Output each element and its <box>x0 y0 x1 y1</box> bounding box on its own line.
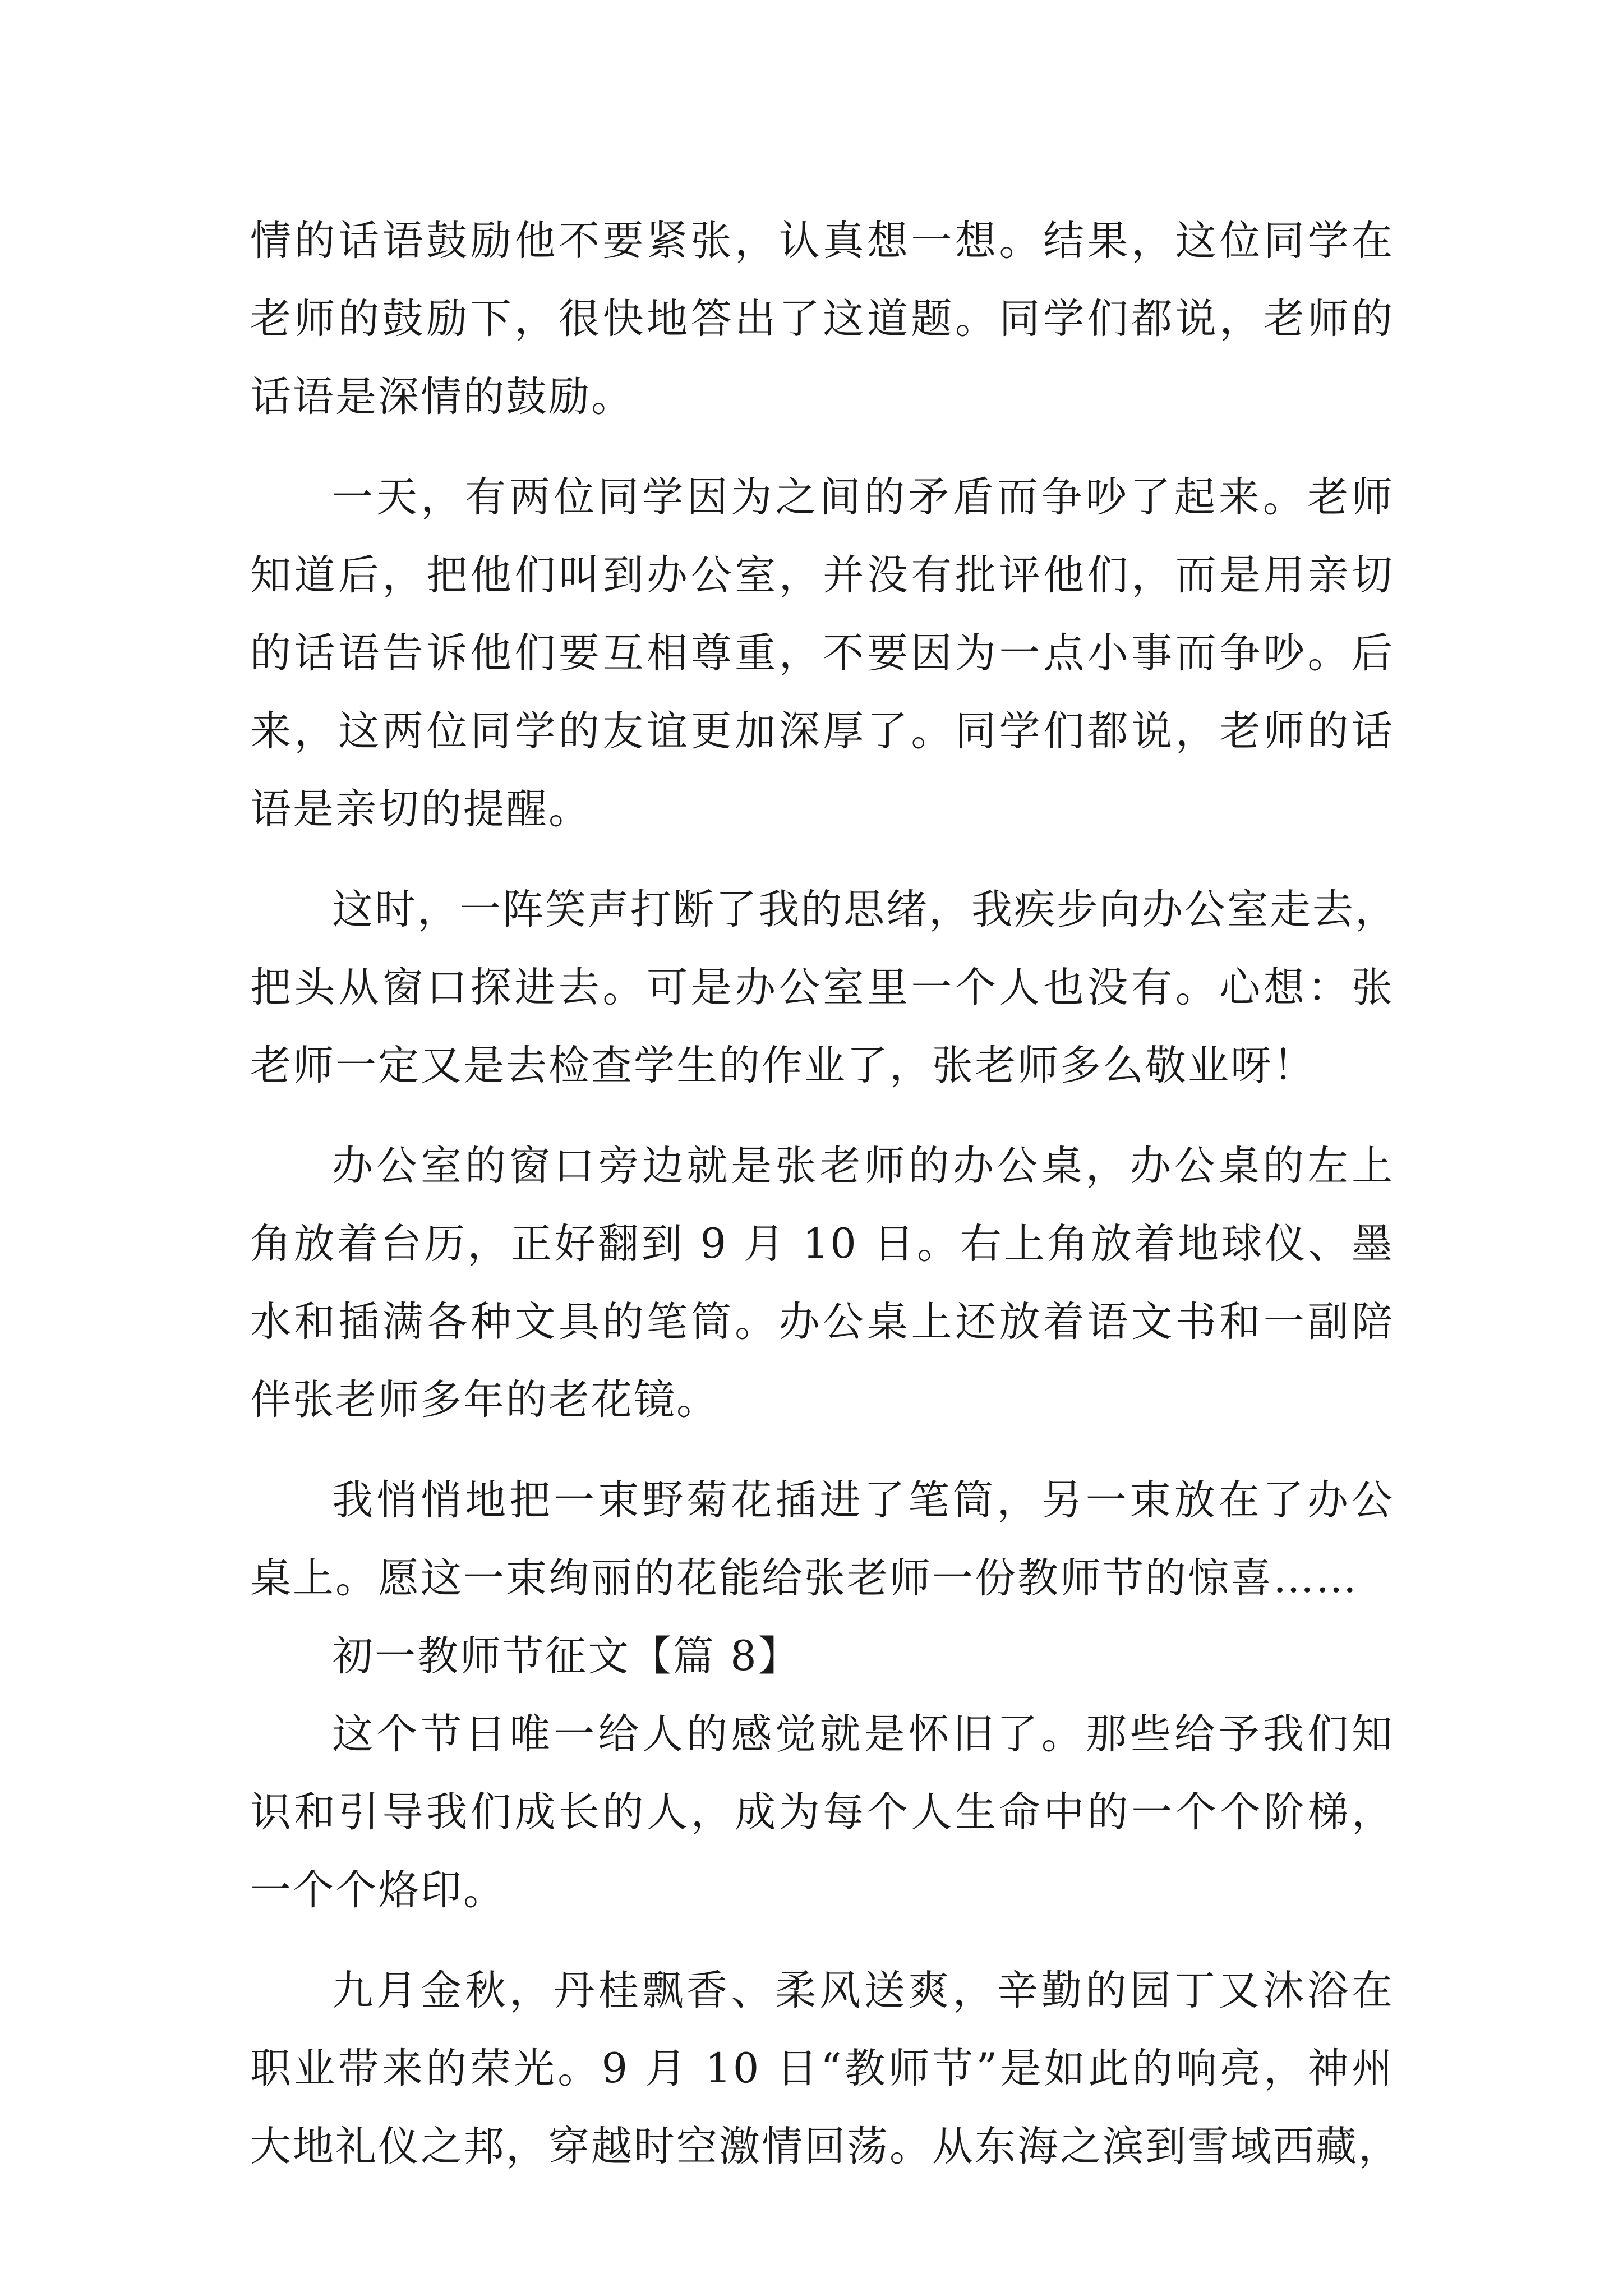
text-line: 老师的鼓励下，很快地答出了这道题。同学们都说，老师的 <box>250 295 1394 343</box>
text-line: 来，这两位同学的友谊更加深厚了。同学们都说，老师的话 <box>250 707 1394 755</box>
text-line: 这个节日唯一给人的感觉就是怀旧了。那些给予我们知 <box>332 1710 1394 1758</box>
paragraph <box>250 458 1394 848</box>
text-line: 情的话语鼓励他不要紧张，认真想一想。结果，这位同学在 <box>250 217 1394 265</box>
text-line: 我悄悄地把一束野菊花插进了笔筒，另一束放在了办公 <box>332 1476 1394 1524</box>
paragraph <box>250 871 1398 1105</box>
text-line: 把头从窗口探进去。可是办公室里一个人也没有。心想：张 <box>250 964 1394 1011</box>
paragraph <box>250 1461 1394 1617</box>
text-line: 识和引导我们成长的人，成为每个人生命中的一个个阶梯， <box>250 1788 1394 1836</box>
heading-line: 初一教师节征文【篇 8】 <box>332 1632 801 1680</box>
text-line: 话语是深情的鼓励。 <box>250 373 634 421</box>
text-line: 知道后，把他们叫到办公室，并没有批评他们，而是用亲切 <box>250 551 1394 599</box>
paragraph <box>250 1127 1394 1439</box>
text-line: 老师一定又是去检查学生的作业了，张老师多么敬业呀！ <box>250 1042 1316 1089</box>
text-line: 九月金秋，丹桂飘香、柔风送爽，辛勤的园丁又沐浴在 <box>332 1967 1394 2014</box>
text-line: 桌上。愿这一束绚丽的花能给张老师一份教师节的惊喜…… <box>250 1554 1358 1602</box>
text-line: 这时，一阵笑声打断了我的思绪，我疾步向办公室走去， <box>332 886 1398 933</box>
paragraph <box>250 202 1394 436</box>
text-line: 办公室的窗口旁边就是张老师的办公桌，办公桌的左上 <box>332 1142 1394 1190</box>
text-line: 水和插满各种文具的笔筒。办公桌上还放着语文书和一副陪 <box>250 1298 1394 1346</box>
text-line: 大地礼仪之邦，穿越时空激情回荡。从东海之滨到雪域西藏， <box>250 2123 1401 2170</box>
paragraph <box>250 1695 1394 1929</box>
section-heading <box>250 1617 1394 1695</box>
paragraph <box>250 1952 1401 2185</box>
text-line: 语是亲切的提醒。 <box>250 785 591 833</box>
text-line: 一天，有两位同学因为之间的矛盾而争吵了起来。老师 <box>332 473 1394 521</box>
text-line: 职业带来的荣光。9 月 10 日“教师节”是如此的响亮，神州 <box>250 2045 1394 2092</box>
text-line: 角放着台历，正好翻到 9 月 10 日。右上角放着地球仪、墨 <box>250 1220 1394 1268</box>
text-line: 伴张老师多年的老花镜。 <box>250 1376 719 1424</box>
text-line: 的话语告诉他们要互相尊重，不要因为一点小事而争吵。后 <box>250 629 1394 677</box>
body-text <box>250 202 1401 2185</box>
text-line: 一个个烙印。 <box>250 1866 506 1914</box>
